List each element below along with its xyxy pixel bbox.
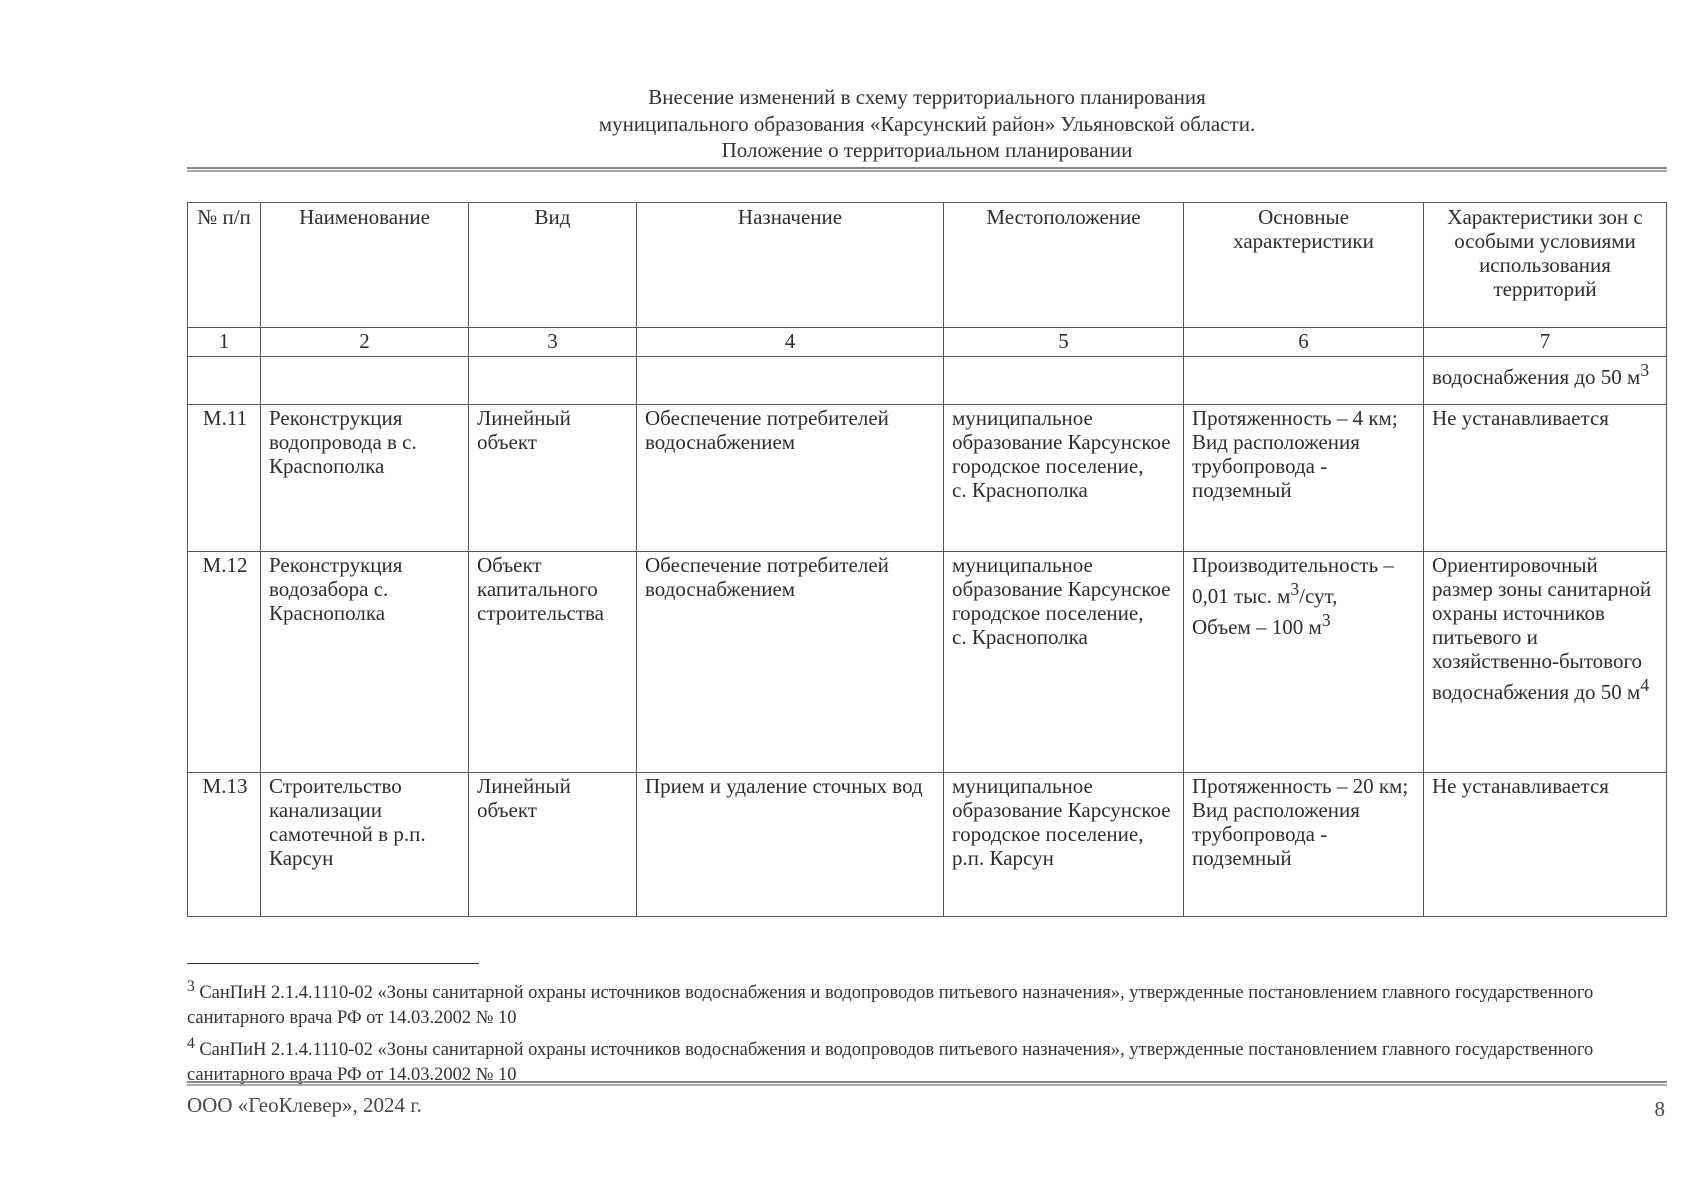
footnote-mark: 4 [187, 1035, 195, 1053]
object-purpose: Прием и удаление сточных вод [637, 773, 944, 917]
column-number: 1 [188, 328, 261, 357]
object-characteristics [1184, 552, 1424, 773]
characteristics-text: Объем – 100 м [1192, 615, 1322, 639]
table-cell [637, 357, 944, 405]
footer-company: ООО «ГеоКлевер», 2024 г. [187, 1093, 422, 1117]
table-row [188, 773, 1667, 917]
object-zones [1424, 552, 1667, 773]
characteristics-text: Вид расположения трубопровода - подземный [1192, 430, 1360, 502]
objects-table [187, 202, 1667, 917]
column-header-name: Наименование [261, 203, 469, 328]
object-location [944, 773, 1184, 917]
location-text: муниципальное образование Карсунское городское поселение, [952, 774, 1171, 846]
footnotes [187, 974, 1667, 1088]
object-zones: Не устанавливается [1424, 773, 1667, 917]
footnote-reference[interactable]: 4 [1640, 675, 1650, 695]
location-settlement: р.п. Карсун [952, 846, 1054, 870]
characteristics-text: Протяженность – 20 км; [1192, 774, 1409, 798]
characteristics-text: /сут, [1299, 584, 1338, 608]
row-number: М.11 [188, 405, 261, 552]
column-header-characteristics: Основные характеристики [1184, 203, 1424, 328]
document-header [187, 84, 1667, 164]
table-cell [188, 357, 261, 405]
header-line-2: муниципального образования «Карсунский район» Ульяновской области. [598, 111, 1256, 136]
object-location [944, 405, 1184, 552]
characteristics-text: Вид расположения трубопровода - подземный [1192, 798, 1360, 870]
zones-cell [1424, 357, 1667, 405]
footnote-text: СанПиН 2.1.4.1110-02 «Зоны санитарной охраны источников водоснабжения и водопроводов питьевого назначения», утвержденные постановлением главного государственного санитарного врача РФ от 14.03.2002 № 10 [187, 983, 1594, 1029]
page-number: 8 [1654, 1097, 1665, 1121]
object-location [944, 552, 1184, 773]
column-number: 2 [261, 328, 469, 357]
column-number: 6 [1184, 328, 1424, 357]
footnote-separator [187, 963, 479, 964]
table-row-continued [188, 357, 1667, 405]
superscript: 3 [1321, 610, 1331, 630]
column-header-number: № п/п [188, 203, 261, 328]
column-header-kind: Вид [469, 203, 637, 328]
table-row [188, 552, 1667, 773]
header-divider [187, 167, 1667, 172]
table-cell [261, 357, 469, 405]
table-cell [469, 357, 637, 405]
superscript: 3 [1290, 579, 1300, 599]
location-text: муниципальное образование Карсунское городское поселение, [952, 553, 1171, 625]
object-kind: Объект капитального строительства [469, 552, 637, 773]
characteristics-text: Производительность – 0,01 тыс. м [1192, 553, 1394, 608]
header-line-3: Положение о территориальном планировании [721, 138, 1133, 162]
column-number: 5 [944, 328, 1184, 357]
footnote-text: СанПиН 2.1.4.1110-02 «Зоны санитарной охраны источников водоснабжения и водопроводов питьевого назначения», утвержденные постановлением главного государственного санитарного врача РФ от 14.03.2002 № 10 [187, 1040, 1594, 1086]
column-number: 7 [1424, 328, 1667, 357]
header-line-1: Внесение изменений в схему территориального планирования [648, 85, 1206, 109]
column-header-zones: Характеристики зон с особыми условиями использования территорий [1424, 203, 1667, 328]
object-characteristics [1184, 405, 1424, 552]
zones-text: Ориентировочный размер зоны санитарной охраны источников питьевого и хозяйственно-бытового водоснабжения до 50 м [1432, 553, 1652, 704]
location-text: муниципальное образование Карсунское городское поселение, [952, 406, 1171, 478]
object-name: Реконструкция водопровода в с. Красnoполка [261, 405, 469, 552]
characteristics-text: Протяженность – 4 км; [1192, 406, 1398, 430]
object-name: Строительство канализации самотечной в р.п. Карсун [261, 773, 469, 917]
row-number: М.13 [188, 773, 261, 917]
zones-text: водоснабжения до 50 м [1432, 365, 1641, 389]
row-number: М.12 [188, 552, 261, 773]
location-settlement: с. Краснополка [952, 478, 1088, 502]
location-settlement: с. Краснополка [952, 625, 1088, 649]
footnote-3 [187, 974, 1667, 1031]
table-cell [1184, 357, 1424, 405]
object-name: Реконструкция водозабора с. Краснополка [261, 552, 469, 773]
column-header-location: Местоположение [944, 203, 1184, 328]
object-purpose: Обеспечение потребителей водоснабжением [637, 405, 944, 552]
column-number: 3 [469, 328, 637, 357]
object-characteristics [1184, 773, 1424, 917]
object-kind: Линейный объект [469, 405, 637, 552]
column-header-purpose: Назначение [637, 203, 944, 328]
footer-divider [187, 1081, 1667, 1086]
table-row [188, 405, 1667, 552]
footnote-mark: 3 [187, 978, 195, 995]
footnote-4 [187, 1031, 1667, 1088]
column-number: 4 [637, 328, 944, 357]
table-cell [944, 357, 1184, 405]
table-header-row [188, 203, 1667, 328]
object-zones: Не устанавливается [1424, 405, 1667, 552]
object-purpose: Обеспечение потребителей водоснабжением [637, 552, 944, 773]
column-numbers-row [188, 328, 1667, 357]
superscript: 3 [1640, 360, 1650, 380]
object-kind: Линейный объект [469, 773, 637, 917]
